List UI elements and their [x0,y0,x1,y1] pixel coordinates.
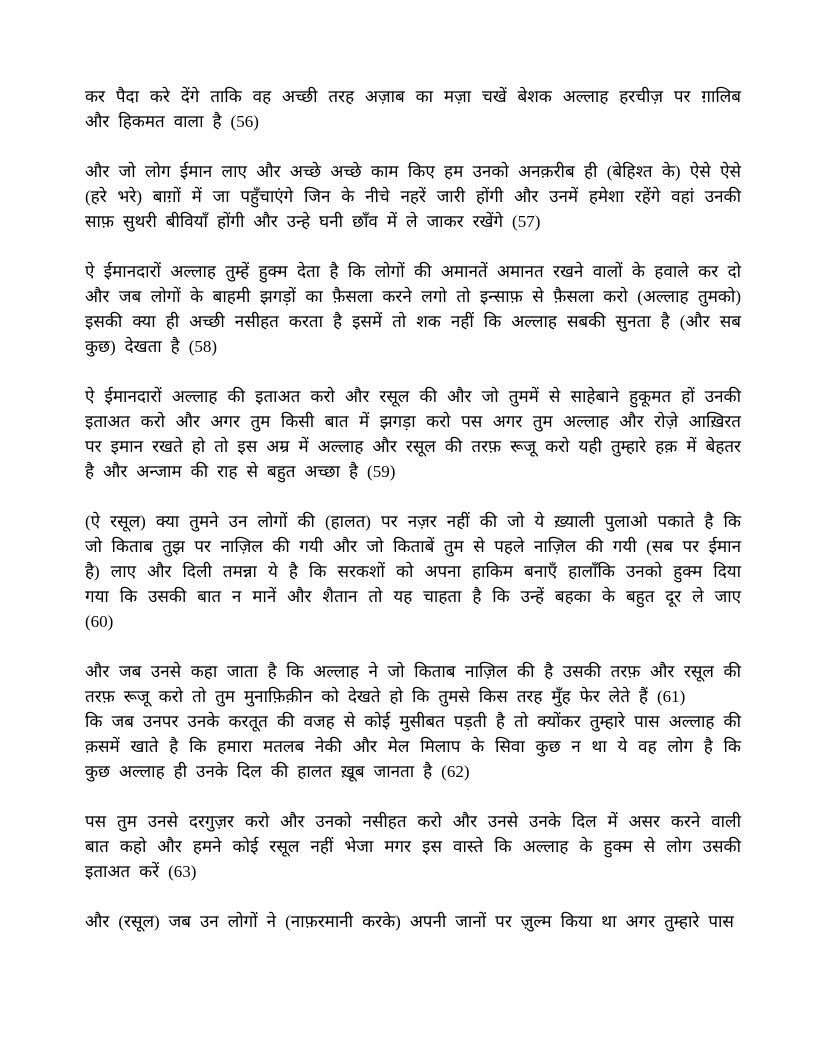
paragraph-verse-59: ऐ ईमानदारों अल्लाह की इताअत करो और रसूल की और जो तुममें से साहेबाने हुकूमत हों उनकी इताअत करो और अगर तुम किसी बात में झगड़ा करो पस अगर तुम अल्लाह और रोज़े आख़िरत पर इमान रखते हो तो इस अम्र में अल्लाह और रसूल की तरफ़ रूजू करो यही तुम्हारे हक़ में बेहतर है और अन्जाम की राह से बहुत अच्छा है (59) [85,387,741,481]
paragraph-verse-64-partial: और (रसूल) जब उन लोगों ने (नाफ़रमानी करके) अपनी जानों पर ज़ुल्म किया था अगर तुम्हारे पास [85,912,734,931]
paragraph-verse-58: ऐ ईमानदारों अल्लाह तुम्हें हुक्म देता है कि लोगों की अमानतें अमानत रखने वालों के हवाले कर दो और जब लोगों के बाहमी झगड़ों का फ़ैसला करने लगो तो इन्साफ़ से फ़ैसला करो (अल्लाह तुमको) इसकी क्या ही अच्छी नसीहत करता है इसमें तो शक नहीं कि अल्लाह सबकी सुनता है (और सब कुछ) देखता है (58) [85,262,741,356]
paragraph-verse-63: पस तुम उनसे दरगुज़र करो और उनको नसीहत करो और उनसे उनके दिल में असर करने वाली बात कहो और हमने कोई रसूल नहीं भेजा मगर इस वास्ते कि अल्लाह के हुक्म से लोग उसकी इताअत करें (63) [85,812,741,881]
paragraph-verse-60: (ऐ रसूल) क्या तुमने उन लोगों की (हालत) पर नज़र नहीं की जो ये ख़्याली पुलाओ पकाते है कि जो किताब तुझ पर नाज़िल की गयी और जो किताबें तुम से पहले नाज़िल की गयी (सब पर ईमान है) लाए और दिली तमन्ना ये है कि सरकशों को अपना हाकिम बनाएँ हालाँकि उनको हुक्म दिया गया कि उसकी बात न मानें और शैतान तो यह चाहता है कि उन्हें बहका के बहुत दूर ले जाए (60) [85,512,741,631]
paragraph-verse-62: कि जब उनपर उनके करतूत की वजह से कोई मुसीबत पड़ती है तो क्योंकर तुम्हारे पास अल्लाह की क़समें खाते है कि हमारा मतलब नेकी और मेल मिलाप के सिवा कुछ न था ये वह लोग है कि कुछ अल्लाह ही उनके दिल की हालत ख़ूब जानता है (62) [85,712,741,781]
paragraph-verse-56: कर पैदा करे देंगे ताकि वह अच्छी तरह अज़ाब का मज़ा चखें बेशक अल्लाह हरचीज़ पर ग़ालिब और हिकमत वाला है (56) [85,87,741,131]
paragraph-verse-61: और जब उनसे कहा जाता है कि अल्लाह ने जो किताब नाज़िल की है उसकी तरफ़ और रसूल की तरफ़ रूजू करो तो तुम मुनाफ़िक़ीन को देखते हो कि तुमसे किस तरह मुँह फेर लेते हैं (61) [85,662,741,706]
paragraph-verse-57: और जो लोग ईमान लाए और अच्छे अच्छे काम किए हम उनको अनक़रीब ही (बेहिश्त के) ऐसे ऐसे (हरे भरे) बाग़ों में जा पहुँचाएंगे जिन के नीचे नहरें जारी होंगी और उनमें हमेशा रहेंगे वहां उनकी साफ़ सुथरी बीवियाँ होंगी और उन्हे घनी छाँव में ले जाकर रखेंगे (57) [85,162,741,231]
